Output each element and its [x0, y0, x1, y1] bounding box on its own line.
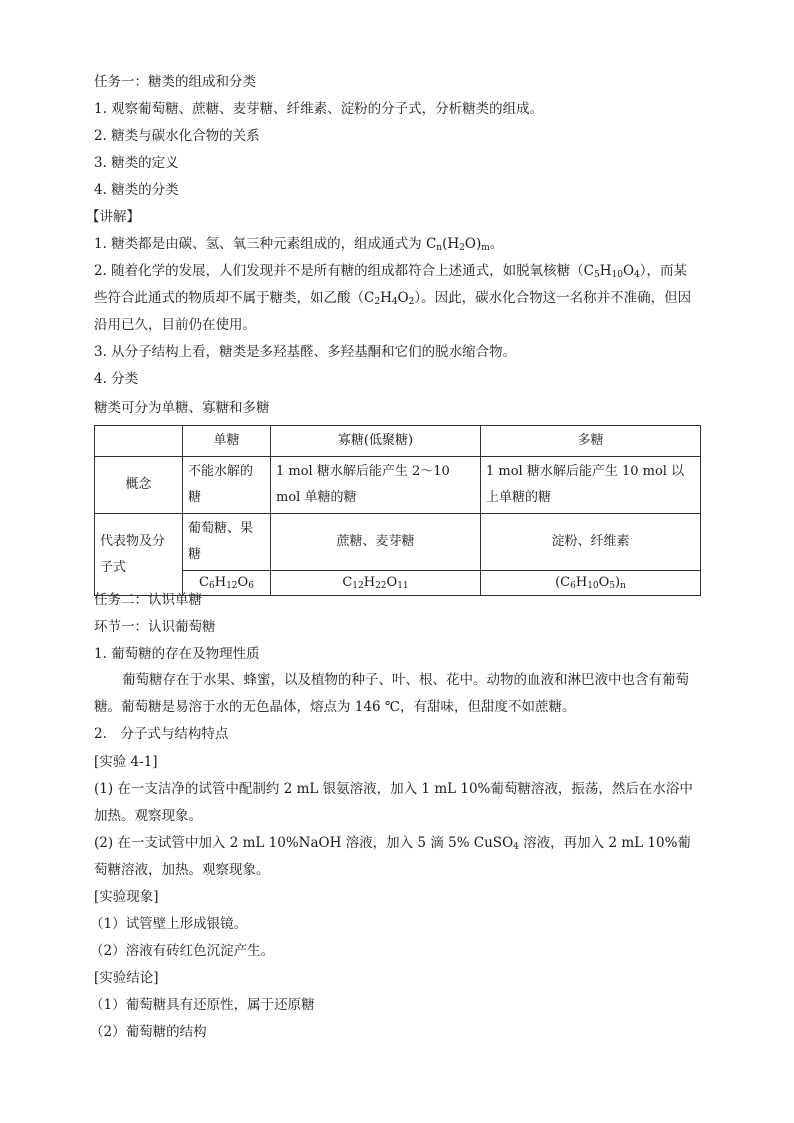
lecture-heading: 【讲解】: [86, 209, 140, 225]
classification-intro: 糖类可分为单糖、寡糖和多糖: [94, 400, 270, 416]
experiment-step-1: (1) 在一支洁净的试管中配制约 2 mL 银氨溶液，加入 1 mL 10%葡萄糖溶液，振荡，然后在水浴中加热。观察现象。: [94, 781, 693, 824]
lecture-point-2: 2. 随着化学的发展，人们发现并不是所有糖的组成都符合上述通式，如脱氧核糖$(C_5H_{10}O_4)$，而某些符合此通式的物质却不属于糖类，如乙酸$(C_2H_4O_2)$。因此，碳水化合物这一名称并不准确，但因沿用已久，目前仍在使用。: [94, 263, 692, 333]
header-cell-mono: 单糖: [183, 426, 271, 457]
task1-item-2: 2. 糖类与碳水化合物的关系: [94, 128, 260, 144]
cell-concept-poly: 1 mol 糖水解后能产生 10 mol 以上单糖的糖: [481, 457, 701, 514]
section-glucose: 环节一：认识葡萄糖: [94, 619, 216, 635]
cell-concept-mono: 不能水解的糖: [183, 457, 271, 514]
conclusion-1: （1）葡萄糖具有还原性，属于还原糖: [90, 997, 315, 1013]
phenomena-label: [实验现象]: [94, 889, 159, 905]
task1-item-3: 3. 糖类的定义: [94, 155, 179, 171]
row-label-representative: 代表物及分子式: [95, 514, 183, 596]
lecture-point-3: 3. 从分子结构上看，糖类是多羟基醛、多羟基酮和它们的脱水缩合物。: [94, 344, 517, 360]
experiment-step-2: (2) 在一支试管中加入 2 mL 10%NaOH 溶液，加入 5 滴 5% CuSO$_4$ 溶液，再加入 2 mL 10%葡萄糖溶液，加热。观察现象。: [94, 835, 691, 878]
cell-concept-oligo: 1 mol 糖水解后能产生 2～10 mol 单糖的糖: [271, 457, 481, 514]
header-cell-oligo: 寡糖(低聚糖): [271, 426, 481, 457]
task2-title: 任务二：认识单糖: [94, 592, 202, 608]
glucose-heading-2: 2. 分子式与结构特点: [94, 726, 229, 742]
glucose-description: 葡萄糖存在于水果、蜂蜜，以及植物的种子、叶、根、花中。动物的血液和淋巴液中也含有葡萄糖。葡萄糖是易溶于水的无色晶体，熔点为 146 ℃，有甜味，但甜度不如蔗糖。: [94, 672, 689, 715]
cell-formula-oligo: $C_{12}H_{22}O_{11}$: [271, 571, 481, 596]
table-row-concept: [95, 457, 701, 514]
lecture-point-1: 1. 糖类都是由碳、氢、氧三种元素组成的，组成通式为 $C_n(H_2O)_m$。: [94, 236, 504, 253]
table-header-row: [95, 426, 701, 457]
conclusion-label: [实验结论]: [94, 970, 159, 986]
cell-representative-mono: 葡萄糖、果糖: [183, 514, 271, 571]
header-cell-poly: 多糖: [481, 426, 701, 457]
task1-item-4: 4. 糖类的分类: [94, 182, 179, 198]
lecture-point-4: 4. 分类: [94, 371, 139, 387]
cell-representative-oligo: 蔗糖、麦芽糖: [271, 514, 481, 571]
task1-title: 任务一：糖类的组成和分类: [94, 74, 256, 90]
cell-formula-poly: $(C_6H_{10}O_5)_n$: [481, 571, 701, 596]
row-label-concept: 概念: [95, 457, 183, 514]
phenomenon-1: （1）试管壁上形成银镜。: [90, 916, 248, 932]
task1-item-1: 1. 观察葡萄糖、蔗糖、麦芽糖、纤维素、淀粉的分子式，分析糖类的组成。: [94, 101, 544, 117]
glucose-heading-1: 1. 葡萄糖的存在及物理性质: [94, 646, 260, 662]
cell-formula-mono: $C_6H_{12}O_6$: [183, 571, 271, 596]
table-row-representative: [95, 514, 701, 571]
header-cell-empty: [95, 426, 183, 457]
cell-representative-poly: 淀粉、纤维素: [481, 514, 701, 571]
experiment-label: [实验 4-1]: [94, 754, 158, 770]
sugar-classification-table: [94, 425, 701, 596]
conclusion-2: （2）葡萄糖的结构: [90, 1024, 207, 1040]
phenomenon-2: （2）溶液有砖红色沉淀产生。: [90, 943, 275, 959]
